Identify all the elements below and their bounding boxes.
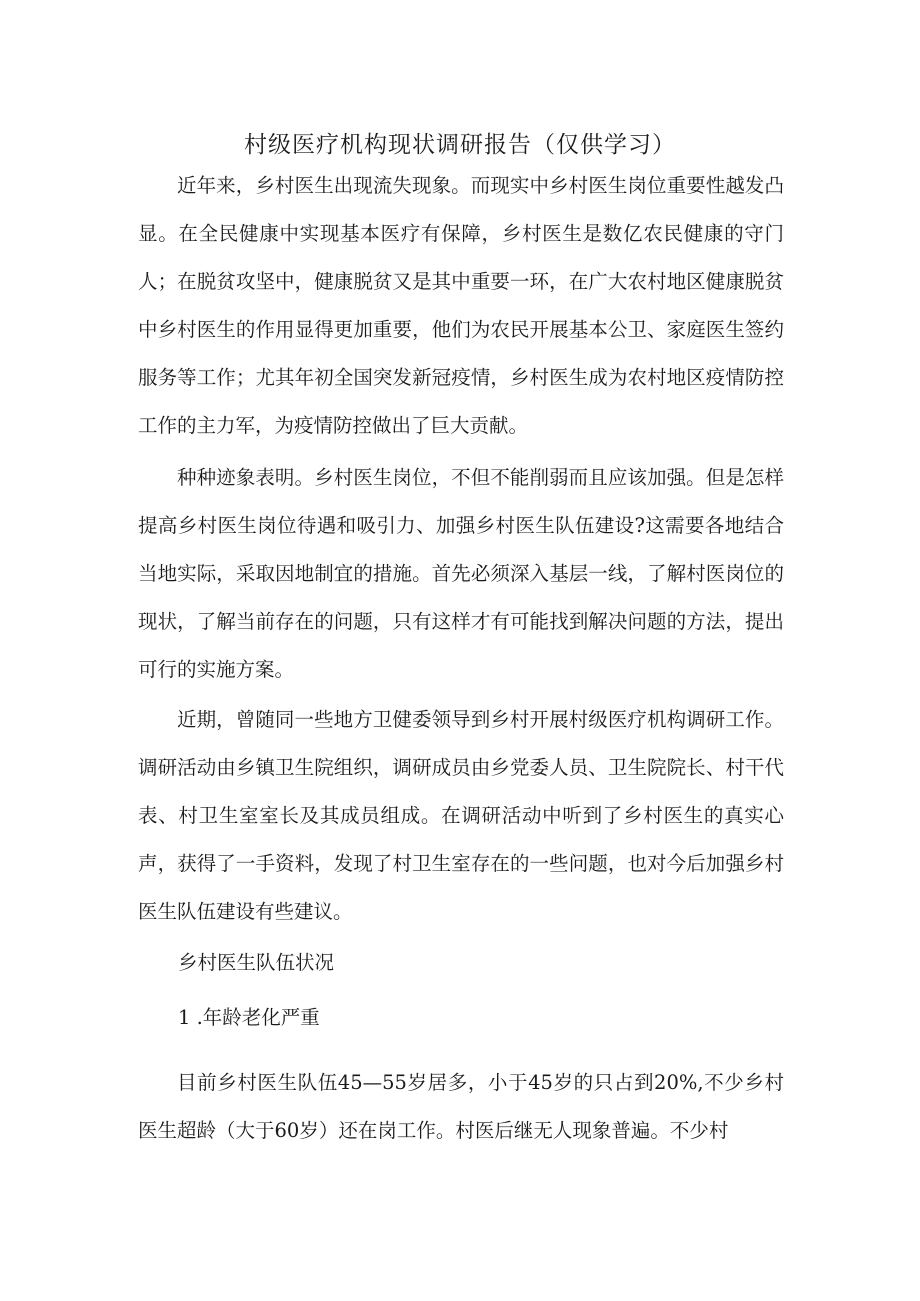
section-heading: 乡村医生队伍状况 — [178, 951, 335, 974]
document-title: 村级医疗机构现状调研报告（仅供学习） — [244, 132, 676, 158]
paragraph-signs: 种种迹象表明。乡村医生岗位，不但不能削弱而且应该加强。但是怎样提高乡村医生岗位待遇和吸引力、加强乡村医生队伍建设?这需要各地结合当地实际，采取因地制宜的措施。首先必须深入基层一线，了解村医岗位的现状，了解当前存在的问题，只有这样才有可能找到解决问题的方法，提出可行的实施方案。 — [138, 466, 784, 681]
paragraph-age: 目前乡村医生队伍45—55岁居多，小于45岁的只占到20%,不少乡村医生超龄（大于60岁）还在岗工作。村医后继无人现象普遍。不少村 — [138, 1071, 784, 1142]
subsection-heading: 1 .年龄老化严重 — [178, 1006, 320, 1029]
paragraph-survey: 近期，曾随同一些地方卫健委领导到乡村开展村级医疗机构调研工作。调研活动由乡镇卫生院组织，调研成员由乡党委人员、卫生院院长、村干代表、村卫生室室长及其成员组成。在调研活动中听到了乡村医生的真实心声，获得了一手资料，发现了村卫生室存在的一些问题，也对今后加强乡村医生队伍建设有些建议。 — [138, 708, 784, 923]
paragraph-intro: 近年来，乡村医生出现流失现象。而现实中乡村医生岗位重要性越发凸显。在全民健康中实现基本医疗有保障，乡村医生是数亿农民健康的守门人；在脱贫攻坚中，健康脱贫又是其中重要一环，在广大农村地区健康脱贫中乡村医生的作用显得更加重要，他们为农民开展基本公卫、家庭医生签约服务等工作；尤其年初全国突发新冠疫情，乡村医生成为农村地区疫情防控工作的主力军，为疫情防控做出了巨大贡献。 — [138, 174, 784, 437]
